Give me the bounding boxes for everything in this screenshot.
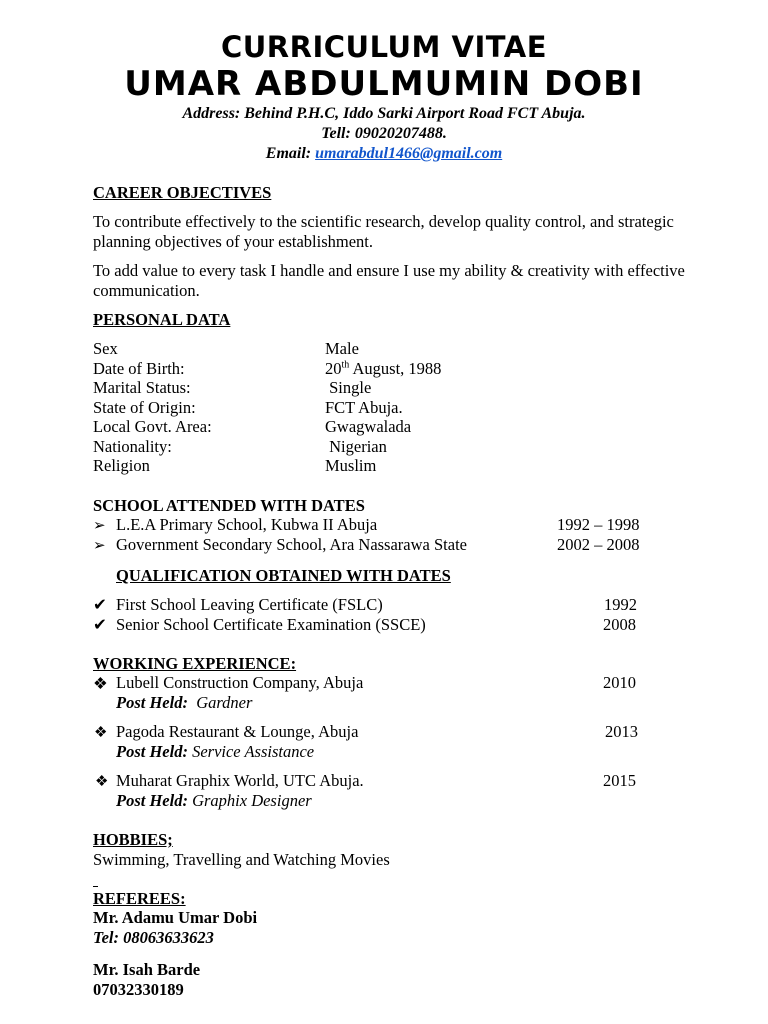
career-paragraph-2: To add value to every task I handle and ensure I use my ability & creativity with effective communication.: [93, 261, 685, 300]
diamond-bullet-icon: ❖: [93, 674, 108, 693]
personal-label-sex: Sex: [93, 339, 118, 358]
hobbies-heading: HOBBIES;: [93, 830, 173, 849]
work-post: Post Held: Gardner: [116, 693, 253, 712]
work-company: Muharat Graphix World, UTC Abuja.: [116, 771, 364, 790]
personal-label-nationality: Nationality:: [93, 437, 172, 456]
stray-underline-divider: [93, 886, 98, 887]
work-post: Post Held: Service Assistance: [116, 742, 315, 761]
work-year: 2010: [603, 673, 636, 692]
personal-value-sex: Male: [325, 339, 359, 358]
work-year: 2013: [605, 722, 638, 741]
personal-value-dob: 20th August, 1988: [325, 359, 442, 378]
personal-value-state: FCT Abuja.: [325, 398, 403, 417]
referee-2-name: Mr. Isah Barde: [93, 960, 201, 979]
document-title: CURRICULUM VITAE: [220, 30, 548, 64]
personal-value-nationality: Nigerian: [325, 437, 387, 456]
schools-heading: SCHOOL ATTENDED WITH DATES: [93, 496, 365, 515]
personal-label-dob: Date of Birth:: [93, 359, 185, 378]
qualification-year: 2008: [603, 615, 636, 634]
email-line: [0, 145, 768, 163]
referee-2-phone: 07032330189: [93, 980, 184, 999]
personal-label-lga: Local Govt. Area:: [93, 417, 212, 436]
diamond-bullet-icon: ❖: [95, 774, 109, 790]
personal-value-marital: Single: [325, 378, 372, 397]
qualifications-heading: QUALIFICATION OBTAINED WITH DATES: [116, 566, 451, 585]
career-heading: CAREER OBJECTIVES: [93, 183, 272, 202]
personal-label-state: State of Origin:: [93, 398, 196, 417]
qualification-name: Senior School Certificate Examination (SSCE): [116, 615, 426, 634]
work-company: Pagoda Restaurant & Lounge, Abuja: [116, 722, 359, 741]
address-line: [0, 105, 768, 123]
referee-1-name: Mr. Adamu Umar Dobi: [93, 908, 258, 927]
work-company: Lubell Construction Company, Abuja: [116, 673, 364, 692]
address-text: : Behind P.H.C, Iddo Sarki Airport Road FCT Abuja.: [234, 105, 586, 122]
applicant-name: UMAR ABDULMUMIN DOBI: [124, 64, 644, 104]
work-heading: WORKING EXPERIENCE:: [93, 654, 297, 673]
personal-heading: PERSONAL DATA: [93, 310, 231, 329]
email-label: Email:: [265, 145, 312, 162]
school-dates: 2002 – 2008: [557, 535, 640, 554]
arrow-bullet-icon: ➢: [93, 538, 106, 554]
email-link[interactable]: umarabdul1466@gmail.com: [315, 145, 503, 162]
phone-line: Tell: 09020207488.: [321, 125, 447, 142]
personal-label-marital: Marital Status:: [93, 378, 191, 397]
qualification-name: First School Leaving Certificate (FSLC): [116, 595, 383, 614]
career-paragraph-1: To contribute effectively to the scientific research, develop quality control, and strategic planning objectives of your establishment.: [93, 212, 674, 251]
personal-label-religion: Religion: [93, 456, 150, 475]
checkmark-bullet-icon: ✔: [93, 595, 107, 614]
work-post: Post Held: Graphix Designer: [116, 791, 312, 810]
address-label: Address: [182, 105, 235, 122]
personal-value-religion: Muslim: [325, 456, 377, 475]
checkmark-bullet-icon: ✔: [93, 615, 107, 634]
referees-heading: REFEREES:: [93, 889, 186, 908]
referee-1-phone: Tel: 08063633623: [93, 928, 214, 947]
qualification-year: 1992: [604, 595, 637, 614]
school-dates: 1992 – 1998: [557, 515, 640, 534]
hobbies-text: Swimming, Travelling and Watching Movies: [93, 850, 390, 869]
school-name: Government Secondary School, Ara Nassarawa State: [116, 535, 467, 554]
school-name: L.E.A Primary School, Kubwa II Abuja: [116, 515, 378, 534]
personal-value-lga: Gwagwalada: [325, 417, 412, 436]
arrow-bullet-icon: ➢: [93, 518, 106, 534]
work-year: 2015: [603, 771, 636, 790]
diamond-bullet-icon: ❖: [94, 725, 108, 741]
